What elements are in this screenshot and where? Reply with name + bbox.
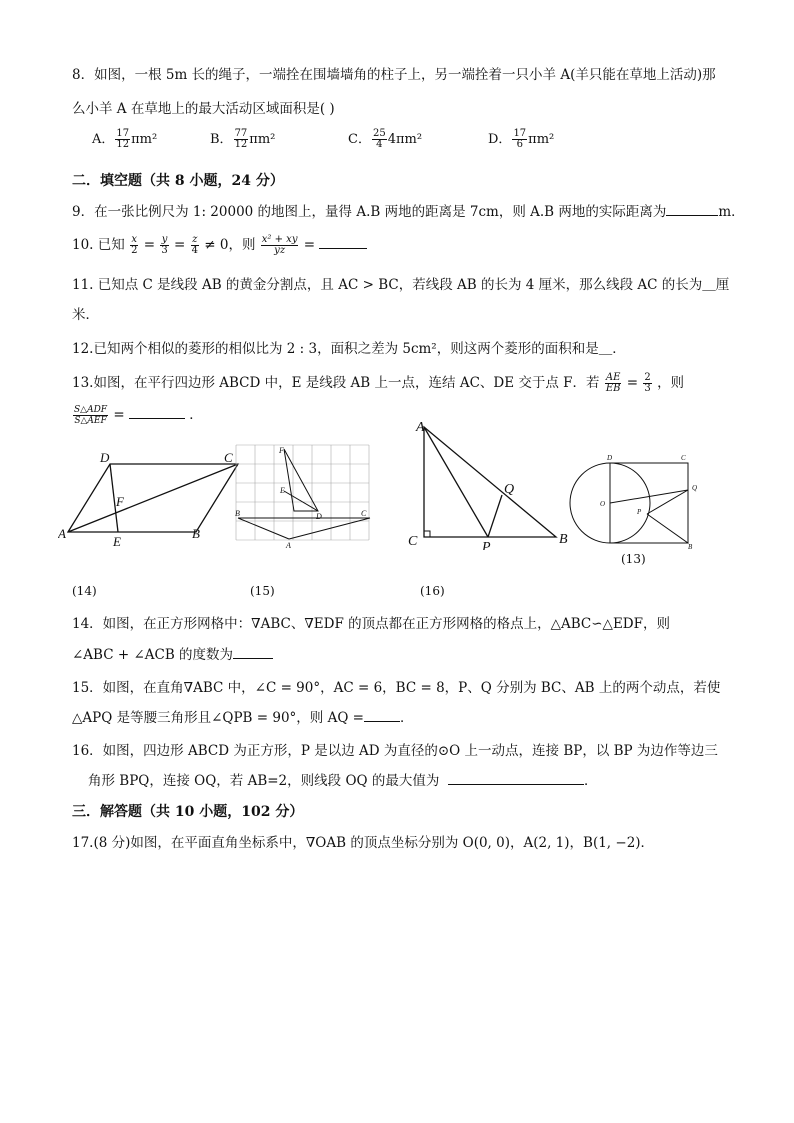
q9: 9．在一张比例尺为 1: 20000 的地图上，量得 A.B 两地的距离是 7cm，则 A.B 两地的实际距离为 m． (72, 204, 745, 220)
label-o: O (600, 500, 606, 508)
figure-15-grid (232, 443, 378, 553)
q13-line1: 13.如图，在平行四边形 ABCD 中，E 是线段 AB 上一点，连结 AC、DE 交于点 F．若 $\frac{AE}{EB}$ = $\frac{2}{3}$ ，则 (72, 372, 685, 394)
section-title-fill-in: 二．填空题（共 8 小题，24 分） (72, 173, 284, 189)
q8-option-b: B． $\frac{77}{12}$ πm² (210, 128, 276, 150)
figure-16-right-triangle (404, 415, 574, 550)
q10: 10. 已知 $\frac{x}{2}$ = $\frac{y}{3}$ = $\frac{z}{4}$ ≠ 0，则 $\frac{\text{x² + xy}}{yz}$ = (72, 232, 367, 258)
label-p: P (637, 508, 642, 516)
label-a: A (286, 541, 291, 550)
label-a: A (58, 526, 66, 541)
caption-14: (14) (72, 584, 97, 598)
label-b: B (688, 543, 693, 550)
label-f: F (279, 446, 284, 455)
q11-line1: 11. 已知点 C 是线段 AB 的黄金分割点，且 AC > BC，若线段 AB 的长为 4 厘米，那么线段 AC 的长为＿厘 (72, 277, 730, 293)
q17: 17.(8 分)如图，在平面直角坐标系中，∇OAB 的顶点坐标分别为 O(0, 0)，A(2, 1)，B(1, −2)． (72, 835, 655, 851)
label-e: E (113, 534, 121, 549)
caption-13: (13) (621, 552, 646, 566)
label-a: A (416, 420, 425, 435)
label-q: Q (692, 484, 698, 492)
section-title-solutions: 三．解答题（共 10 小题，102 分） (72, 804, 304, 820)
q8-option-a: A． $\frac{17}{12}$ πm² (92, 128, 158, 150)
label-e: E (280, 486, 285, 495)
label-d: D (100, 450, 110, 465)
label-c: C (361, 509, 367, 518)
q12: 12.已知两个相似的菱形的相似比为 2 : 3，面积之差为 5cm²，则这两个菱形的面积和是＿． (72, 341, 626, 357)
q8-line2: 么小羊 A 在草地上的最大活动区域面积是( ) (72, 101, 335, 117)
q13-line2: $\frac{\text{S△ADF}}{\text{S△AEF}}$ = ． (74, 405, 203, 426)
figure-14-parallelogram (58, 450, 248, 550)
q16-line2: 角形 BPQ，连接 OQ，若 AB=2，则线段 OQ 的最大值为 ． (88, 773, 598, 789)
label-c: C (681, 454, 686, 462)
label-b: B (559, 532, 568, 547)
label-f: F (116, 494, 124, 509)
q8-option-d: D． $\frac{17}{6}$ πm² (488, 128, 555, 150)
label-p: P (482, 540, 491, 550)
label-q: Q (504, 482, 515, 497)
label-b: B (192, 526, 200, 541)
q14-line2: ∠ABC + ∠ACB 的度数为 (72, 646, 273, 664)
label-c: C (408, 534, 418, 549)
q8-line1: 8．如图，一根 5m 长的绳子，一端拴在围墙墙角的柱子上，另一端拴着一只小羊 A(羊只能在草地上活动)那 (72, 67, 716, 83)
label-d: D (607, 454, 613, 462)
q15-line1: 15．如图，在直角∇ABC 中，∠C = 90°，AC = 6，BC = 8，P、Q 分别为 BC、AB 上的两个动点，若使 (72, 680, 721, 696)
q15-line2: △APQ 是等腰三角形且∠QPB = 90°，则 AQ = ． (72, 710, 414, 726)
caption-15: (15) (250, 584, 275, 598)
caption-16: (16) (420, 584, 445, 598)
label-b: B (235, 509, 240, 518)
label-c: C (224, 450, 233, 465)
q11-line2: 米． (72, 307, 99, 323)
label-d: D (316, 512, 322, 521)
figure-13-circle-square (567, 450, 712, 550)
q16-line1: 16．如图，四边形 ABCD 为正方形，P 是以边 AD 为直径的⊙O 上一动点，连接 BP，以 BP 为边作等边三 (72, 743, 718, 759)
q8-option-c: C． $\frac{25}{4}$ 4πm² (348, 128, 423, 150)
q14-line1: 14．如图，在正方形网格中：∇ABC、∇EDF 的顶点都在正方形网格的格点上，△ABC∽△EDF，则 (72, 616, 670, 632)
